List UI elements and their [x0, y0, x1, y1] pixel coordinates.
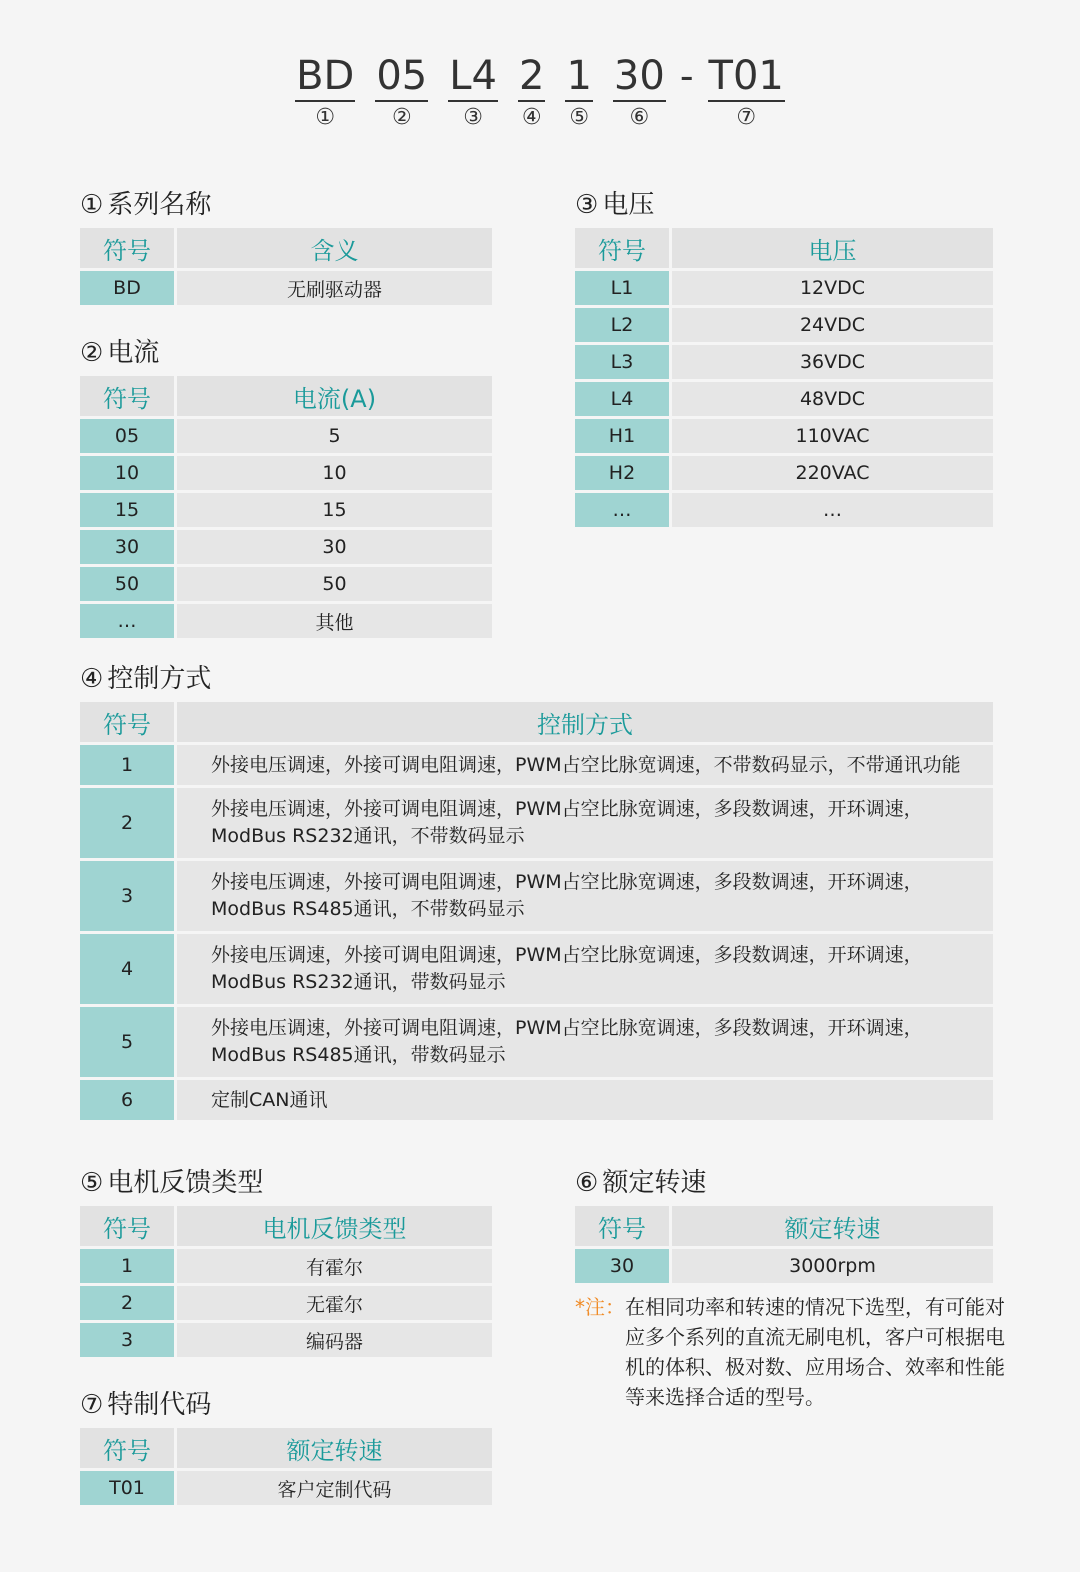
row-value: 10: [177, 456, 492, 490]
table-row: [575, 456, 993, 490]
row-symbol: 5: [80, 1007, 177, 1077]
row-value-line2: ModBus RS485通讯，带数码显示: [211, 1044, 506, 1066]
row-symbol: 30: [80, 530, 177, 564]
table-row: [575, 419, 993, 453]
model-code-row: [0, 52, 1080, 130]
header-value: 额定转速: [672, 1206, 993, 1246]
code-segment-value: 2: [518, 52, 545, 102]
series-table: [80, 225, 492, 308]
section-title-text: 特制代码: [107, 1390, 212, 1420]
section-title-text: 电压: [602, 190, 655, 220]
code-segment-value: 1: [565, 52, 592, 102]
header-value: 电机反馈类型: [177, 1206, 492, 1246]
table-row: [80, 788, 993, 858]
code-segment: [375, 52, 428, 130]
row-symbol: L1: [575, 271, 672, 305]
row-symbol: 10: [80, 456, 177, 490]
section-title: [80, 662, 993, 696]
row-value: [177, 745, 993, 785]
table-row: [80, 1471, 492, 1505]
row-symbol: 3: [80, 1323, 177, 1357]
section-number: ③: [575, 190, 599, 220]
section-title-text: 电流: [107, 338, 160, 368]
code-segment-value: 30: [613, 52, 666, 102]
section-number: ⑦: [80, 1390, 104, 1420]
row-symbol: 3: [80, 861, 177, 931]
table-row: [80, 861, 993, 931]
table-row: [80, 745, 993, 785]
table-row: [80, 1249, 492, 1283]
section-current: [80, 336, 492, 641]
code-segment: [518, 52, 545, 130]
table-row: [575, 271, 993, 305]
table-row: [575, 382, 993, 416]
row-symbol: …: [80, 604, 177, 638]
code-segment-number: ⑦: [736, 105, 757, 130]
row-symbol: T01: [80, 1471, 177, 1505]
table-header-row: [575, 1206, 993, 1246]
rated-speed-table: [575, 1203, 993, 1286]
row-value-line1: 外接电压调速，外接可调电阻调速，PWM占空比脉宽调速，多段数调速，开环调速，: [211, 871, 923, 893]
table-row: [80, 1080, 993, 1120]
row-symbol: 4: [80, 934, 177, 1004]
row-value-line1: 外接电压调速，外接可调电阻调速，PWM占空比脉宽调速，多段数调速，开环调速，: [211, 944, 923, 966]
row-value: [177, 934, 993, 1004]
row-symbol: 6: [80, 1080, 177, 1120]
row-symbol: BD: [80, 271, 177, 305]
section-title: [80, 336, 492, 370]
code-segment-number: ⑤: [569, 105, 590, 130]
code-segment: [565, 52, 592, 130]
row-symbol: 1: [80, 745, 177, 785]
row-value: 220VAC: [672, 456, 993, 490]
section-number: ④: [80, 664, 104, 694]
row-symbol: 15: [80, 493, 177, 527]
row-value: 5: [177, 419, 492, 453]
section-title: [80, 1388, 492, 1422]
note-label: *注：: [575, 1295, 625, 1319]
section-title-text: 系列名称: [107, 190, 212, 220]
table-header-row: [80, 1428, 492, 1468]
row-value-line1: 外接电压调速，外接可调电阻调速，PWM占空比脉宽调速，多段数调速，开环调速，: [211, 798, 923, 820]
code-segment-number: ④: [521, 105, 542, 130]
header-value: 控制方式: [177, 702, 993, 742]
header-symbol: 符号: [80, 228, 177, 268]
row-value: …: [672, 493, 993, 527]
header-symbol: 符号: [575, 1206, 672, 1246]
row-value: [177, 788, 993, 858]
row-symbol: 30: [575, 1249, 672, 1283]
code-segment-number: ②: [391, 105, 412, 130]
code-segment-value: T01: [708, 52, 785, 102]
section-special-code: [80, 1388, 492, 1508]
row-value-line2: ModBus RS232通讯，带数码显示: [211, 971, 506, 993]
section-title-text: 额定转速: [602, 1168, 707, 1198]
header-symbol: 符号: [80, 702, 177, 742]
code-segment-value: 05: [375, 52, 428, 102]
table-row: [80, 1007, 993, 1077]
section-title: [575, 188, 993, 222]
section-number: ②: [80, 338, 104, 368]
row-symbol: 05: [80, 419, 177, 453]
row-value: [177, 1080, 993, 1120]
row-value: 3000rpm: [672, 1249, 993, 1283]
row-symbol: 1: [80, 1249, 177, 1283]
table-row: [80, 271, 492, 305]
table-header-row: [80, 1206, 492, 1246]
row-value: 30: [177, 530, 492, 564]
current-table: [80, 373, 492, 641]
row-value: 无霍尔: [177, 1286, 492, 1320]
header-value: 含义: [177, 228, 492, 268]
table-header-row: [575, 228, 993, 268]
voltage-table: [575, 225, 993, 530]
row-symbol: 2: [80, 1286, 177, 1320]
table-row: [80, 419, 492, 453]
table-row: [80, 567, 492, 601]
code-dash: -: [679, 54, 694, 98]
row-value: [177, 861, 993, 931]
section-title-text: 电机反馈类型: [107, 1168, 264, 1198]
row-value-line1: 外接电压调速，外接可调电阻调速，PWM占空比脉宽调速，不带数码显示，不带通讯功能: [211, 753, 961, 776]
section-title-text: 控制方式: [107, 664, 212, 694]
row-value: 编码器: [177, 1323, 492, 1357]
table-row: [80, 456, 492, 490]
section-number: ⑤: [80, 1168, 104, 1198]
row-symbol: L2: [575, 308, 672, 342]
row-value: [177, 1007, 993, 1077]
section-voltage: [575, 188, 993, 530]
table-header-row: [80, 228, 492, 268]
selection-note: [575, 1292, 1005, 1412]
table-row: [80, 1323, 492, 1357]
row-value-line1: 定制CAN通讯: [211, 1088, 328, 1111]
control-mode-table: [80, 699, 993, 1123]
code-segment: [613, 52, 666, 130]
code-segment-value: L4: [448, 52, 498, 102]
row-value: 50: [177, 567, 492, 601]
row-value-line2: ModBus RS485通讯，不带数码显示: [211, 898, 525, 920]
header-value: 电压: [672, 228, 993, 268]
row-symbol: …: [575, 493, 672, 527]
table-header-row: [80, 702, 993, 742]
table-row: [80, 493, 492, 527]
row-symbol: H1: [575, 419, 672, 453]
table-row: [575, 345, 993, 379]
section-rated-speed: [575, 1166, 993, 1286]
code-segment: [708, 52, 785, 130]
table-header-row: [80, 376, 492, 416]
row-value-line2: ModBus RS232通讯，不带数码显示: [211, 825, 525, 847]
row-value: 24VDC: [672, 308, 993, 342]
row-symbol: H2: [575, 456, 672, 490]
model-code: [0, 52, 1080, 130]
row-symbol: L4: [575, 382, 672, 416]
header-symbol: 符号: [80, 376, 177, 416]
row-value: 15: [177, 493, 492, 527]
row-symbol: L3: [575, 345, 672, 379]
section-number: ①: [80, 190, 104, 220]
section-title: [575, 1166, 993, 1200]
row-value: 其他: [177, 604, 492, 638]
feedback-type-table: [80, 1203, 492, 1360]
section-number: ⑥: [575, 1168, 599, 1198]
table-row: [575, 308, 993, 342]
note-text: 在相同功率和转速的情况下选型，有可能对应多个系列的直流无刷电机，客户可根据电机的体积、极对数、应用场合、效率和性能等来选择合适的型号。: [625, 1295, 1005, 1409]
row-value-line1: 外接电压调速，外接可调电阻调速，PWM占空比脉宽调速，多段数调速，开环调速，: [211, 1017, 923, 1039]
row-value: 12VDC: [672, 271, 993, 305]
code-segment-number: ①: [315, 105, 336, 130]
section-title: [80, 188, 492, 222]
row-value: 110VAC: [672, 419, 993, 453]
section-feedback-type: [80, 1166, 492, 1360]
table-row: [80, 934, 993, 1004]
row-value: 48VDC: [672, 382, 993, 416]
table-row: [80, 604, 492, 638]
header-symbol: 符号: [80, 1206, 177, 1246]
section-series-name: [80, 188, 492, 308]
code-segment-number: ⑥: [629, 105, 650, 130]
special-code-table: [80, 1425, 492, 1508]
code-segment: [448, 52, 498, 130]
row-symbol: 2: [80, 788, 177, 858]
row-value: 客户定制代码: [177, 1471, 492, 1505]
section-control-mode: [80, 662, 993, 1123]
header-symbol: 符号: [575, 228, 672, 268]
table-row: [575, 493, 993, 527]
row-symbol: 50: [80, 567, 177, 601]
header-value: 额定转速: [177, 1428, 492, 1468]
table-row: [575, 1249, 993, 1283]
section-title: [80, 1166, 492, 1200]
code-segment-value: BD: [295, 52, 355, 102]
header-value: 电流(A): [177, 376, 492, 416]
table-row: [80, 1286, 492, 1320]
header-symbol: 符号: [80, 1428, 177, 1468]
code-segment-number: ③: [463, 105, 483, 130]
table-row: [80, 530, 492, 564]
row-value: 36VDC: [672, 345, 993, 379]
code-segment: [295, 52, 355, 130]
row-value: 无刷驱动器: [177, 271, 492, 305]
row-value: 有霍尔: [177, 1249, 492, 1283]
